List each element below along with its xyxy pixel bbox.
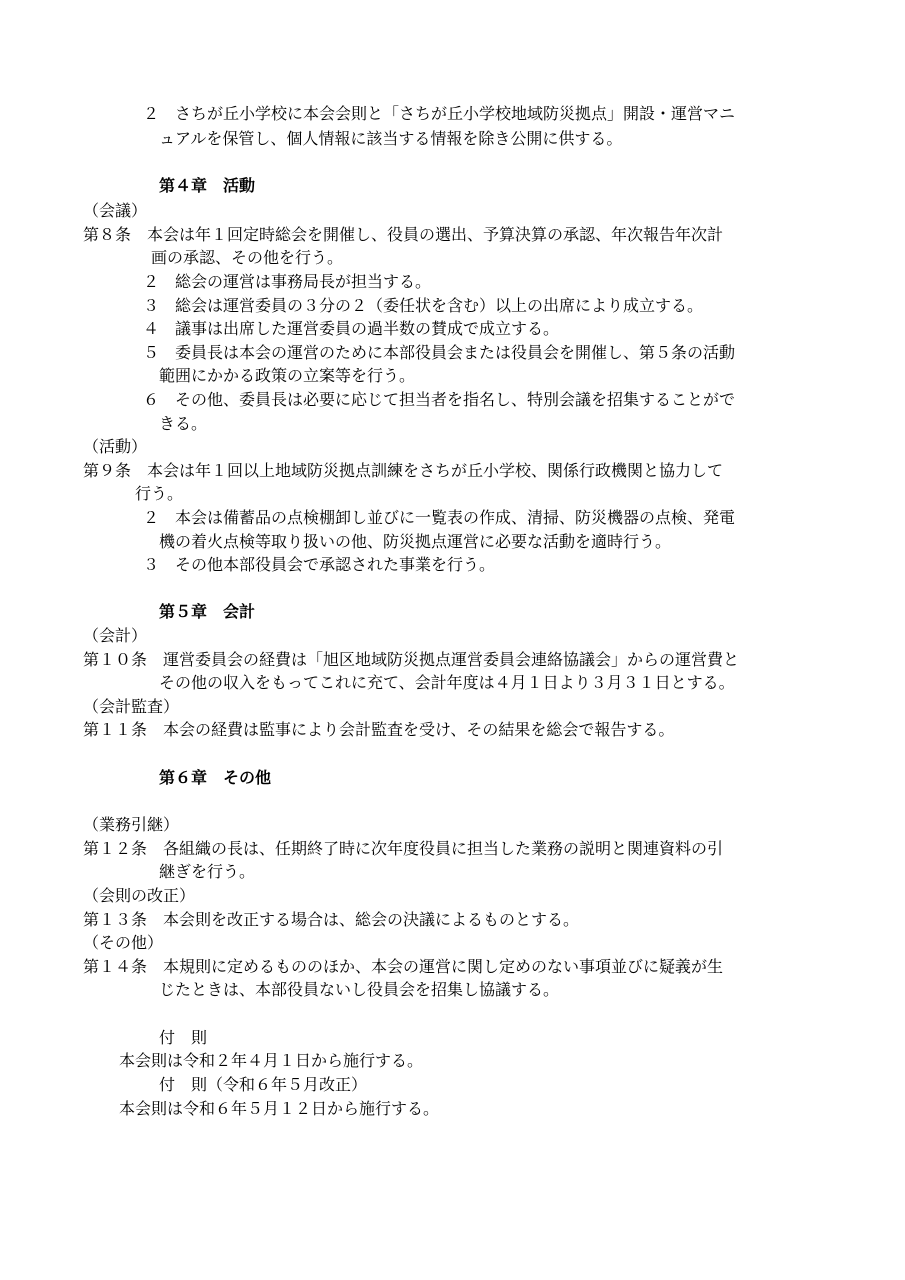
accounting-label: （会計）: [83, 626, 148, 645]
article8-clause2: ２ 総会の運営は事務局長が担当する。: [143, 272, 432, 291]
article8-clause4: ４ 議事は出席した運営委員の過半数の賛成で成立する。: [143, 319, 560, 338]
article10-line2: その他の収入をもってこれに充て、会計年度は４月１日より３月３１日とする。: [159, 673, 735, 692]
article14-line2: じたときは、本部役員ないし役員会を招集し協議する。: [159, 980, 560, 999]
article9-line1: 第９条 本会は年１回以上地域防災拠点訓練をさちが丘小学校、関係行政機関と協力して: [83, 461, 724, 480]
revision-label: （会則の改正）: [83, 886, 196, 905]
article12-line1: 第１２条 各組織の長は、任期終了時に次年度役員に担当した業務の説明と関連資料の引: [83, 839, 724, 858]
supplementary-text-1: 本会則は令和２年４月１日から施行する。: [119, 1051, 424, 1070]
article12-line2: 継ぎを行う。: [159, 862, 256, 881]
article13: 第１３条 本会則を改正する場合は、総会の決議によるものとする。: [83, 910, 580, 929]
article7-clause2-line1: ２ さちが丘小学校に本会会則と「さちが丘小学校地域防災拠点」開設・運営マニ: [143, 104, 736, 123]
article8-line1: 第８条 本会は年１回定時総会を開催し、役員の選出、予算決算の承認、年次報告年次計: [83, 225, 724, 244]
other-label: （その他）: [83, 933, 164, 952]
article8-line2: 画の承認、その他を行う。: [151, 248, 344, 267]
supplementary-text-2: 本会則は令和６年５月１２日から施行する。: [119, 1099, 440, 1118]
article9-clause2-line1: ２ 本会は備蓄品の点検棚卸し並びに一覧表の作成、清掃、防災機器の点検、発電: [143, 508, 736, 527]
handover-label: （業務引継）: [83, 815, 180, 834]
audit-label: （会計監査）: [83, 697, 180, 716]
article9-clause2-line2: 機の着火点検等取り扱いの他、防災拠点運営に必要な活動を適時行う。: [159, 532, 672, 551]
chapter6-heading: 第６章 その他: [159, 768, 272, 787]
chapter5-heading: 第５章 会計: [159, 602, 256, 621]
supplementary-heading-2: 付 則（令和６年５月改正）: [159, 1075, 368, 1094]
article10-line1: 第１０条 運営委員会の経費は「旭区地域防災拠点運営委員会連絡協議会」からの運営費と: [83, 650, 740, 669]
article8-clause6-line2: きる。: [159, 414, 208, 433]
article8-clause6-line1: ６ その他、委員長は必要に応じて担当者を指名し、特別会議を招集することがで: [143, 390, 736, 409]
article8-clause5-line2: 範囲にかかる政策の立案等を行う。: [159, 366, 416, 385]
article8-clause5-line1: ５ 委員長は本会の運営のために本部役員会または役員会を開催し、第５条の活動: [143, 343, 736, 362]
article8-clause3: ３ 総会は運営委員の３分の２（委任状を含む）以上の出席により成立する。: [143, 296, 704, 315]
chapter4-heading: 第４章 活動: [159, 176, 256, 195]
article9-clause3: ３ その他本部役員会で承認された事業を行う。: [143, 555, 496, 574]
article14-line1: 第１４条 本規則に定めるもののほか、本会の運営に関し定めのない事項並びに疑義が生: [83, 957, 724, 976]
article7-clause2-line2: ュアルを保管し、個人情報に該当する情報を除き公開に供する。: [159, 129, 623, 148]
article9-line2: 行う。: [135, 484, 184, 503]
meeting-label: （会議）: [83, 201, 148, 220]
activity-label: （活動）: [83, 437, 148, 456]
supplementary-heading-1: 付 則: [159, 1028, 208, 1047]
article11: 第１１条 本会の経費は監事により会計監査を受け、その結果を総会で報告する。: [83, 720, 675, 739]
